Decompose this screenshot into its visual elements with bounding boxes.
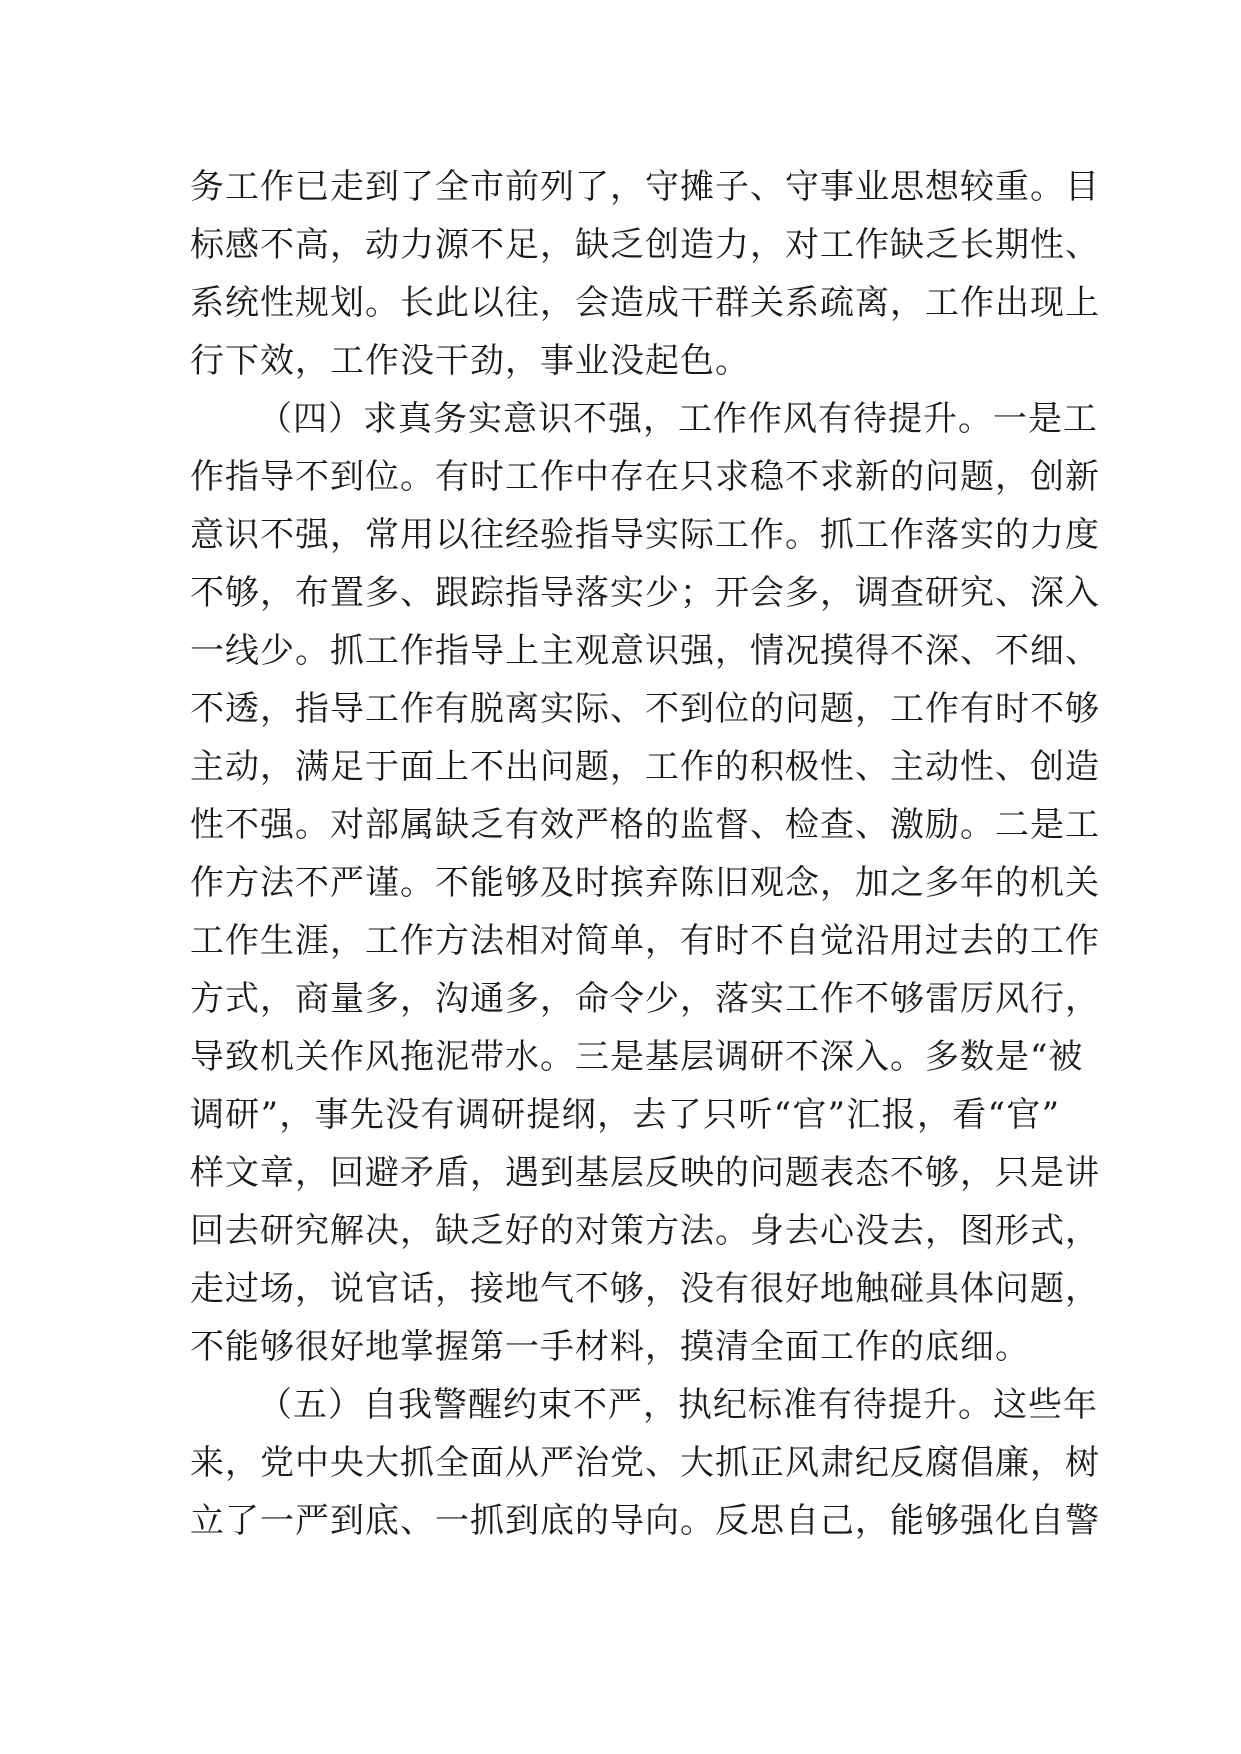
text-line: 一线少。抓工作指导上主观意识强，情况摸得不深、不细、 [190,631,1100,671]
text-line: 不够，布置多、跟踪指导落实少；开会多，调查研究、深入 [190,573,1100,613]
paragraph-end-line: 行下效，工作没干劲，事业没起色。 [190,341,750,381]
text-line: 不透，指导工作有脱离实际、不到位的问题，工作有时不够 [190,689,1100,729]
text-line: 作指导不到位。有时工作中存在只求稳不求新的问题，创新 [190,457,1100,497]
paragraph-end-line: 不能够很好地掌握第一手材料，摸清全面工作的底细。 [190,1327,1030,1367]
text-line: 回去研究解决，缺乏好的对策方法。身去心没去，图形式， [190,1211,1100,1251]
text-line: 性不强。对部属缺乏有效严格的监督、检查、激励。二是工 [190,805,1100,845]
body-text [190,158,1100,1550]
text-line: 导致机关作风拖泥带水。三是基层调研不深入。多数是“被 [190,1037,1084,1077]
text-line: 主动，满足于面上不出问题，工作的积极性、主动性、创造 [190,747,1100,787]
text-line: 务工作已走到了全市前列了，守摊子、守事业思想较重。目 [190,167,1100,207]
text-line: 来，党中央大抓全面从严治党、大抓正风肃纪反腐倡廉，树 [190,1443,1100,1483]
text-line: 立了一严到底、一抓到底的导向。反思自己，能够强化自警 [190,1501,1100,1541]
text-line: 意识不强，常用以往经验指导实际工作。抓工作落实的力度 [190,515,1100,555]
paragraph-start-line: （四）求真务实意识不强，工作作风有待提升。一是工 [258,399,1098,439]
text-line: 作方法不严谨。不能够及时摈弃陈旧观念，加之多年的机关 [190,863,1100,903]
text-line: 调研”，事先没有调研提纲，去了只听“官”汇报，看“官” [190,1095,1060,1135]
text-line: 系统性规划。长此以往，会造成干群关系疏离，工作出现上 [190,283,1100,323]
paragraph-start-line: （五）自我警醒约束不严，执纪标准有待提升。这些年 [258,1385,1098,1425]
text-line: 方式，商量多，沟通多，命令少，落实工作不够雷厉风行， [190,979,1100,1019]
text-line: 工作生涯，工作方法相对简单，有时不自觉沿用过去的工作 [190,921,1100,961]
text-line: 标感不高，动力源不足，缺乏创造力，对工作缺乏长期性、 [190,225,1100,265]
text-line: 走过场，说官话，接地气不够，没有很好地触碰具体问题， [190,1269,1100,1309]
text-line: 样文章，回避矛盾，遇到基层反映的问题表态不够，只是讲 [190,1153,1100,1193]
